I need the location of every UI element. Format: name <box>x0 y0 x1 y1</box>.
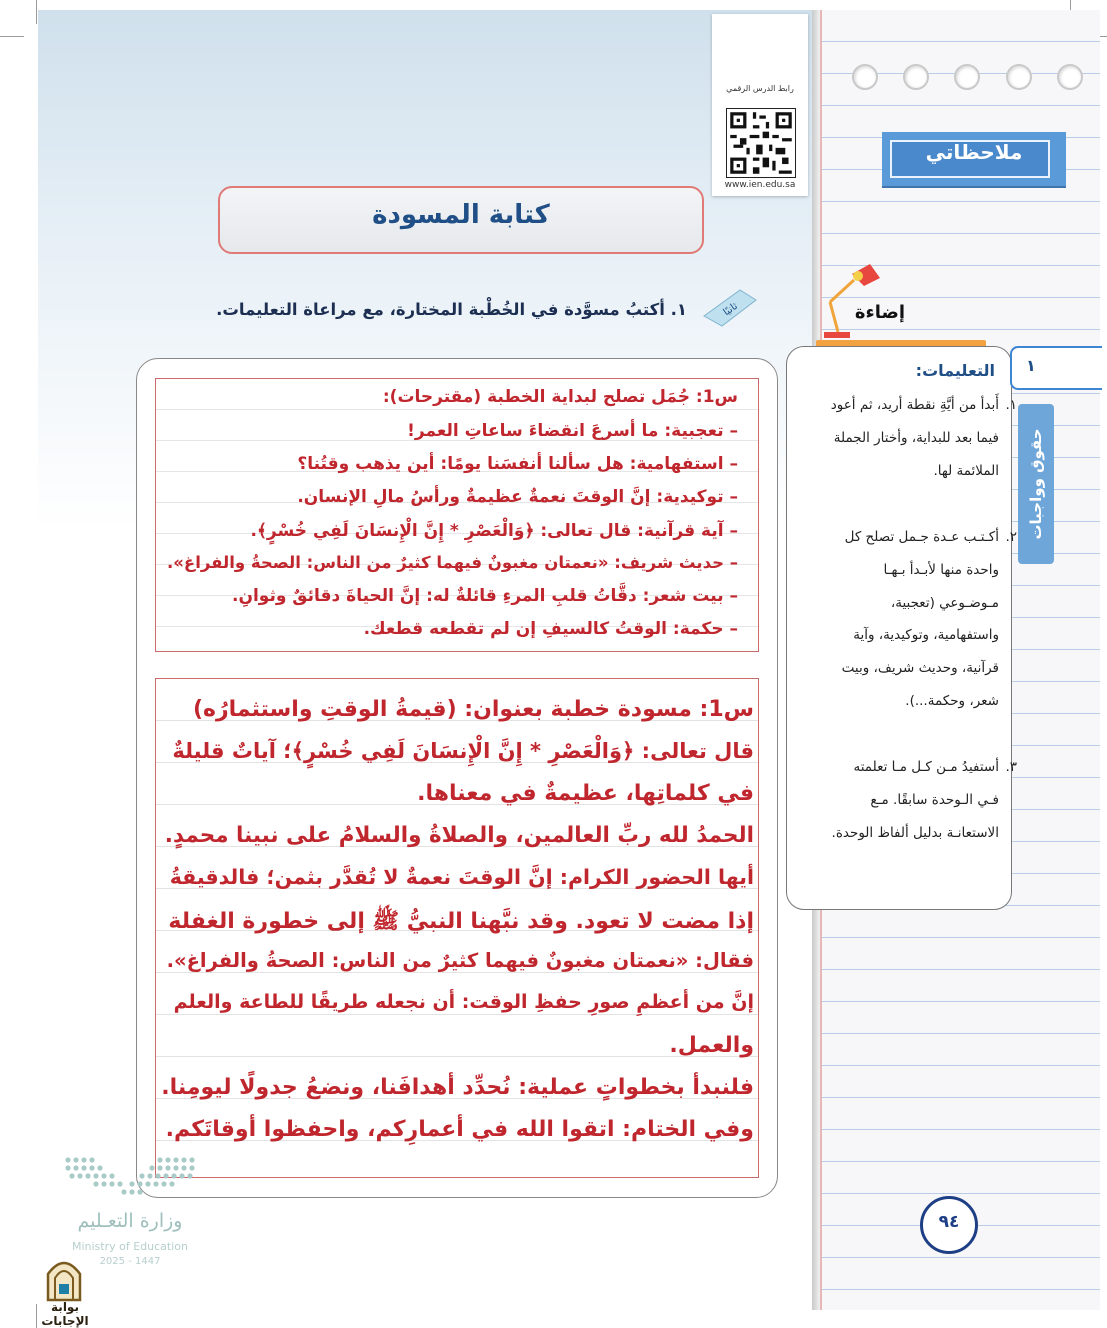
answer-line: – استفهامية: هل سألنا أنفسَنا يومًا: أين يذهب وقتُنا؟ <box>297 454 738 474</box>
draft-line: وفي الختام: اتقوا الله في أعمارِكم، واحفظوا أوقاتَكم. <box>165 1117 754 1142</box>
ministry-name-arabic: وزارة التعـليم <box>77 1210 183 1232</box>
ministry-logo-icon <box>62 1154 198 1198</box>
instruction-text: أَبدأ من أيَّةِ نقطة أريد، ثم أعود فيما بعد للبداية، وأختار الجملة الملائمة لها. <box>830 397 999 479</box>
qr-card[interactable] <box>712 14 808 196</box>
answers-portal-label: بوابة الإجابات <box>41 1300 89 1328</box>
instruction-number: ١. <box>1005 397 1017 413</box>
ministry-name-english: Ministry of Education <box>71 1240 188 1253</box>
notes-banner <box>882 132 1066 186</box>
draft-line: س1: مسودة خطبة بعنوان: (قيمةُ الوقتِ واستثمارُه) <box>192 697 754 722</box>
answer-line: – توكيدية: إنَّ الوقتَ نعمةٌ عظيمةٌ ورأسُ مالِ الإنسان. <box>297 487 738 507</box>
instruction-item <box>829 389 1017 487</box>
answer-line: – حكمة: الوقتُ كالسيفِ إن لم تقطعه قطعك. <box>363 619 738 639</box>
answers-portal-logo-icon <box>42 1254 86 1302</box>
instruction-number: ٣. <box>1005 759 1017 775</box>
page-number: ٩٤ <box>938 1212 960 1232</box>
unit-side-label: حقوق وواجبات <box>1027 428 1045 540</box>
unit-side-tab <box>1018 404 1054 564</box>
answer-line: س1: جُمَل تصلح لبداية الخطبة (مقترحات): <box>382 387 738 407</box>
instruction-item <box>829 751 1017 849</box>
crop-mark <box>0 36 24 37</box>
opening-sentences-box <box>155 378 759 652</box>
idea-label: إضاءة <box>854 302 906 323</box>
answer-line: – آية قرآنية: قال تعالى: ﴿وَالْعَصْرِ * إِنَّ الْإِنسَانَ لَفِي خُسْرٍ﴾. <box>250 521 738 541</box>
task-instruction: ١. أكتبُ مسوَّدة في الخُطْبة المختارة، مع مراعاة التعليمات. <box>216 300 687 319</box>
draft-line: في كلماتِها، عظيمةٌ في معناها. <box>417 781 754 806</box>
qr-url[interactable]: www.ien.edu.sa <box>724 180 796 190</box>
instructions-title: التعليمات: <box>915 361 995 380</box>
unit-number: ١ <box>1026 356 1036 375</box>
draft-line: فقال: «نعمتان مغبونٌ فيهما كثيرٌ من الناس: الصحةُ والفراغ». <box>166 949 754 972</box>
speech-draft-box <box>155 678 759 1178</box>
instruction-number: ٢. <box>1005 529 1017 545</box>
second-step-icon <box>700 286 758 328</box>
page-number-badge <box>920 1196 978 1254</box>
binder-ring-icon <box>852 64 878 90</box>
answer-line: – بيت شعر: دقَّاتُ قلبِ المرءِ قائلةٌ له: إنَّ الحياةَ دقائقٌ وثوانِ. <box>231 586 738 606</box>
binder-ring-icon <box>1006 64 1032 90</box>
answer-line: – حديث شريف: «نعمتان مغبونٌ فيهما كثيرٌ من الناس: الصحةُ والفراغ». <box>167 553 738 572</box>
edition-year: 2025 - 1447 <box>99 1256 161 1267</box>
instruction-text: أستفيدُ مـن كـل مـا تعلمته فـي الـوحدة سابقًا. مـع الاستعانـة بدليل ألفاظ الوحدة. <box>831 759 999 841</box>
draft-line: الحمدُ لله ربِّ العالمين، والصلاةُ والسلامُ على نبينا محمدٍ. <box>164 823 754 848</box>
qr-code-icon[interactable] <box>726 108 796 178</box>
instruction-text: أكـتـب عـدة جـمل تصلح كل واحدة منها لأبـدأ بـهـا مـوضـوعي (تعجبية، واستفهامية، وتوكيدية، وآية قرآنية، وحديث شريف، وبيت شعر، وحكمة...). <box>841 529 999 709</box>
draft-line: إذا مضت لا تعود. وقد نبَّهنا النبيُّ ﷺ إلى خطورة الغفلة <box>168 909 754 934</box>
second-step-label: ثانيًا <box>721 300 740 319</box>
unit-tab <box>1010 346 1102 390</box>
binder-ring-icon <box>954 64 980 90</box>
answer-line: – تعجبية: ما أسرعَ انقضاءَ ساعاتِ العمر! <box>407 421 738 441</box>
draft-line: والعمل. <box>669 1033 754 1058</box>
draft-line: قال تعالى: ﴿وَالْعَصْرِ * إِنَّ الْإِنسَانَ لَفِي خُسْرٍ﴾؛ آياتٌ قليلةٌ <box>172 739 754 763</box>
instructions-panel <box>786 346 1017 910</box>
lesson-title: كتابة المسودة <box>372 200 550 230</box>
binder-ring-icon <box>1057 64 1083 90</box>
draft-line: إنَّ من أعظمِ صورِ حفظِ الوقت: أن نجعله طريقًا للطاعة والعلم <box>173 991 754 1013</box>
crop-mark <box>36 0 37 24</box>
notes-title: ملاحظاتي <box>925 140 1023 164</box>
qr-caption: رابط الدرس الرقمي <box>726 84 794 93</box>
lesson-title-box <box>218 186 704 254</box>
binder-ring-icon <box>903 64 929 90</box>
draft-line: أيها الحضور الكرام: إنَّ الوقتَ نعمةٌ لا تُقدَّر بثمن؛ فالدقيقةُ <box>169 865 754 889</box>
draft-line: فلنبدأ بخطواتٍ عملية: نُحدِّد أهدافَنا، ونضعُ جدولًا ليومِنا. <box>161 1075 754 1100</box>
instruction-item <box>829 521 1017 718</box>
